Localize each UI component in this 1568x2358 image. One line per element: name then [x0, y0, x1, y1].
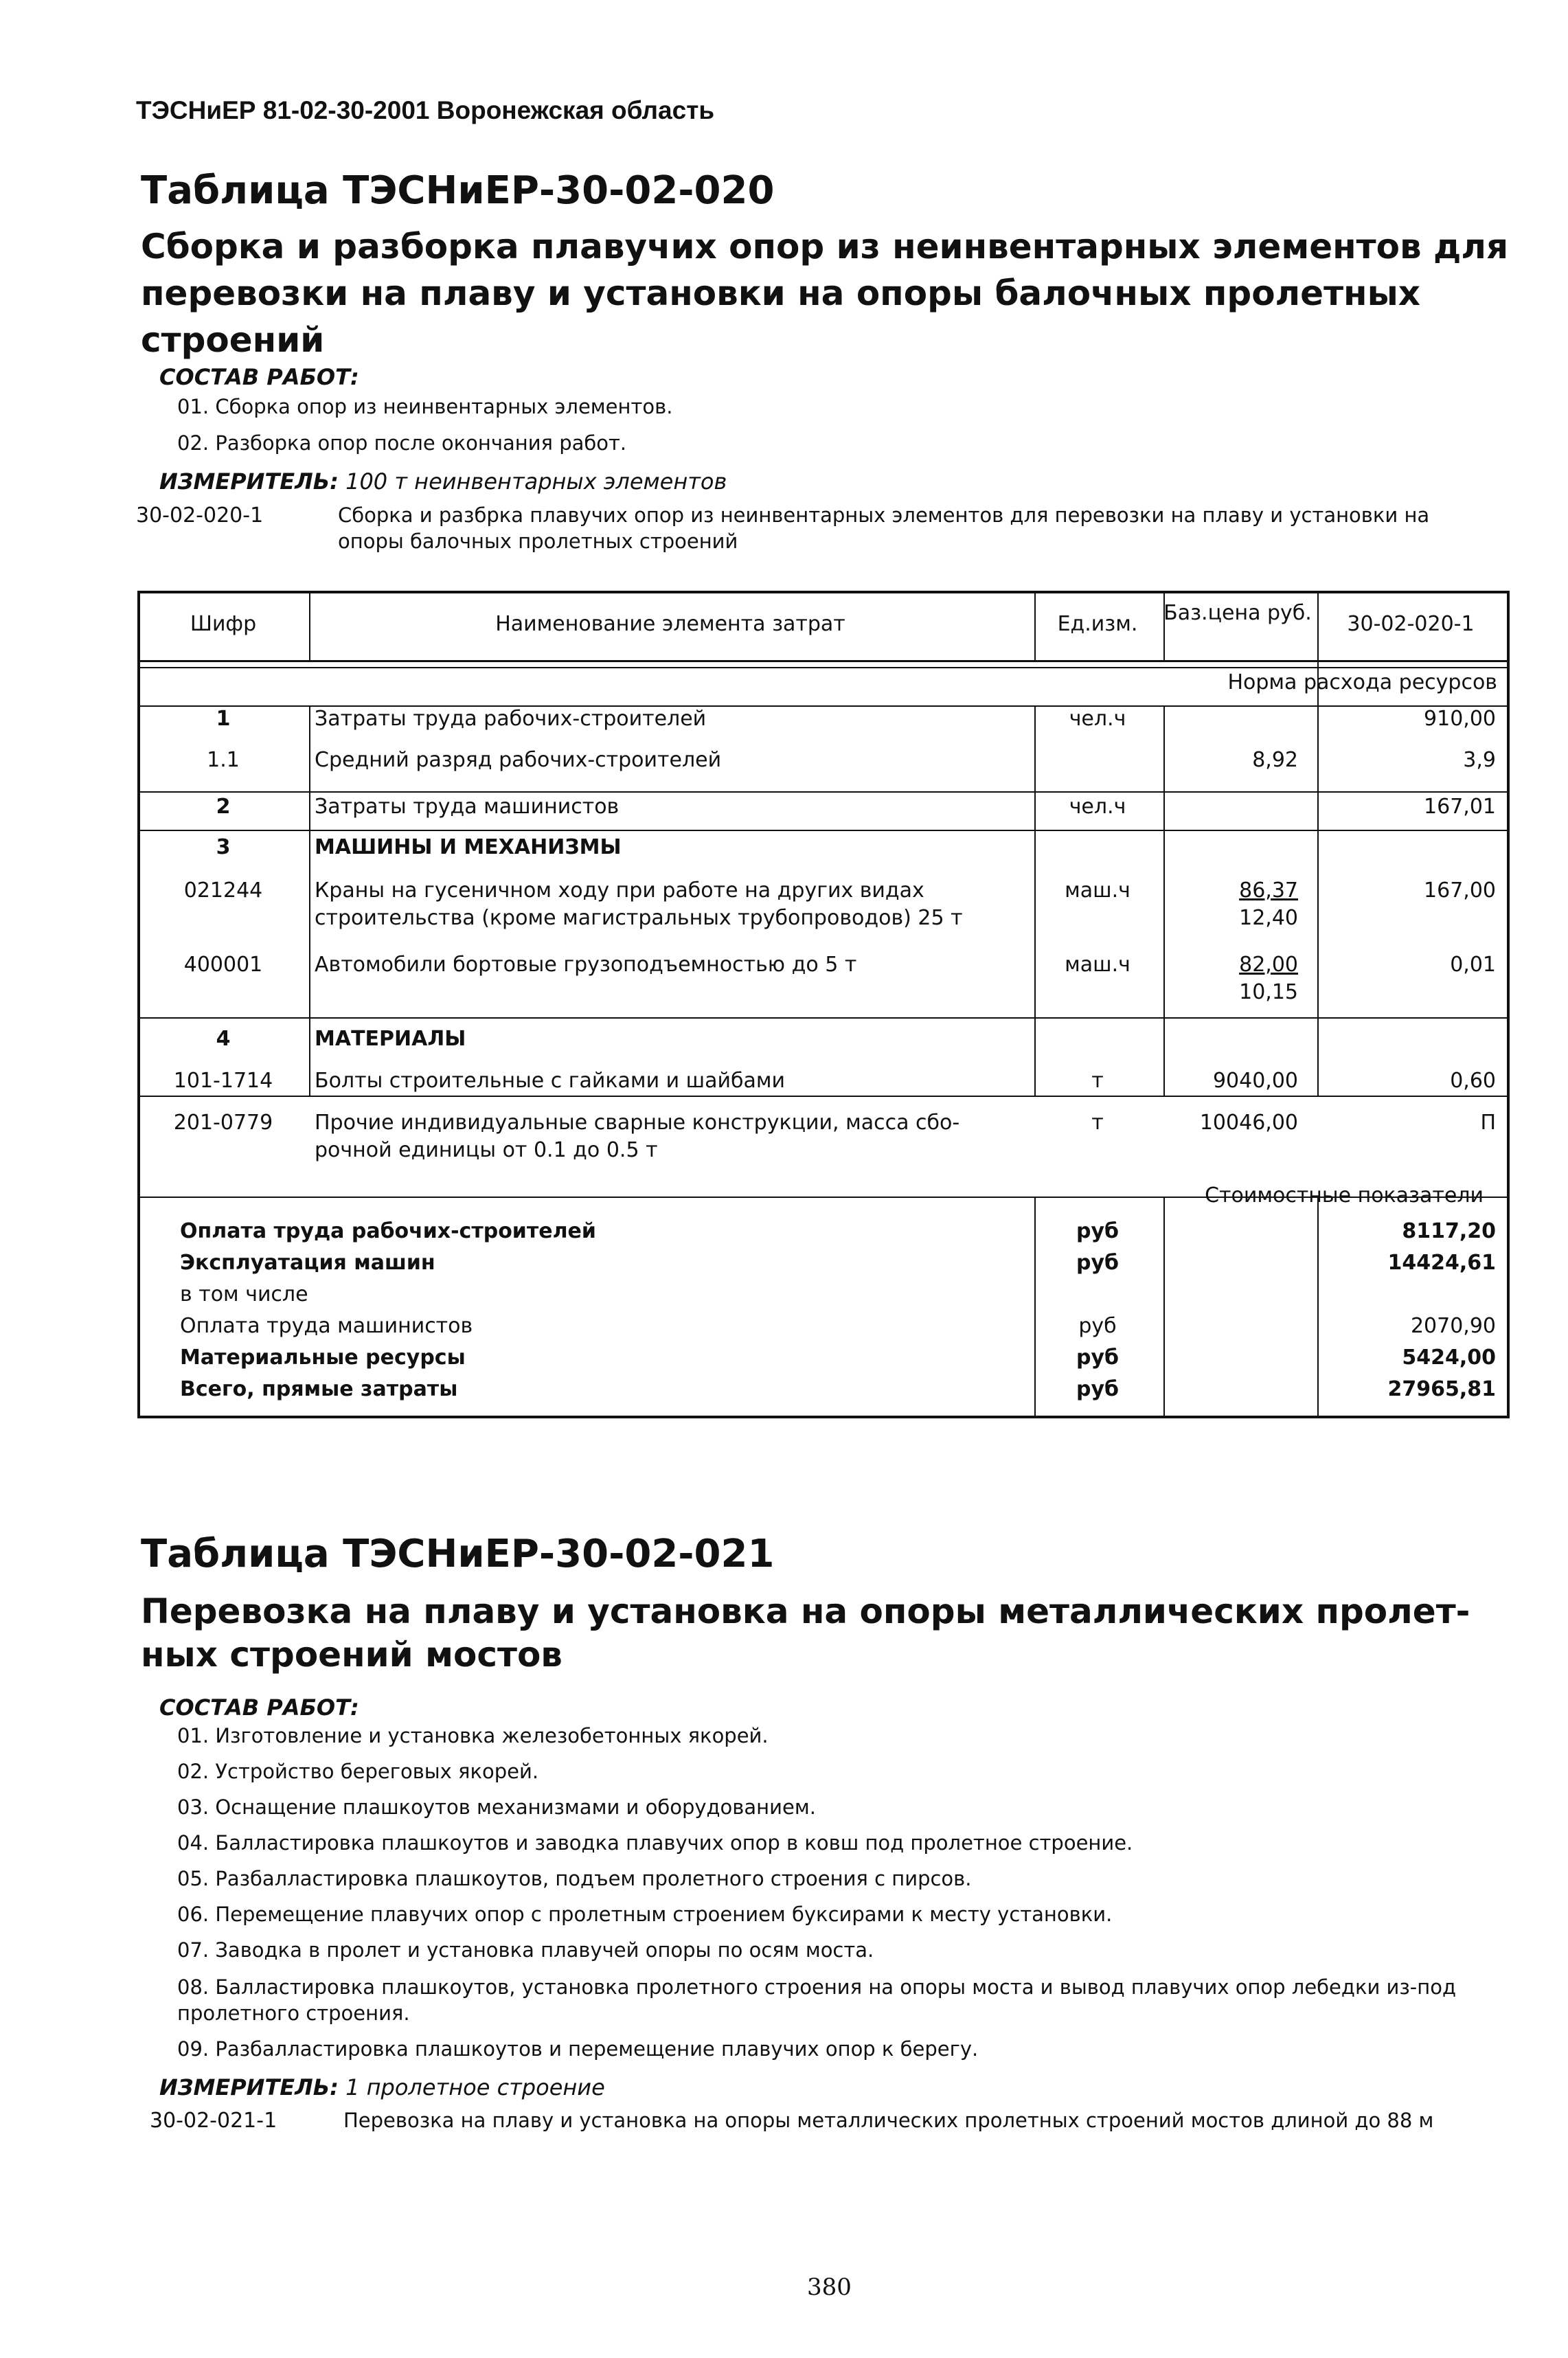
table2-work-item: 01. Изготовление и установка железобетонных якорей.	[177, 1724, 769, 1747]
table1-title: Таблица ТЭСНиЕР-30-02-020	[141, 168, 775, 213]
table1-measure-value: 100 т неинвентарных элементов	[345, 468, 727, 495]
table-row-value: 910,00	[1424, 707, 1496, 731]
table-row-unit: т	[1091, 1069, 1104, 1093]
table2-subtitle-cont: ных строений мостов	[141, 1635, 563, 1675]
table2-measure	[159, 2074, 605, 2100]
table-row-name: МАТЕРИАЛЫ	[315, 1027, 466, 1051]
cost-row-unit: руб	[1076, 1346, 1119, 1370]
table1-works-label: СОСТАВ РАБОТ:	[159, 364, 359, 390]
table2-work-item: 05. Разбалластировка плашкоутов, подъем пролетного строения с пирсов.	[177, 1867, 972, 1890]
col-header-name: Наименование элемента затрат	[495, 612, 845, 636]
table-row-value: 167,00	[1424, 878, 1496, 903]
table1-work-item: 01. Сборка опор из неинвентарных элементов.	[177, 395, 673, 418]
table-row-code: 400001	[183, 953, 263, 977]
table-row-name: Средний разряд рабочих-строителей	[315, 748, 722, 772]
table-row-unit: маш.ч	[1065, 878, 1130, 903]
norm-header: Норма расхода ресурсов	[1227, 670, 1497, 694]
table-row-code: 201-0779	[173, 1111, 273, 1135]
cost-row-value: 2070,90	[1410, 1314, 1496, 1338]
table2-work-item: 07. Заводка в пролет и установка плавучей опоры по осям моста.	[177, 1938, 874, 1962]
cost-row-unit: руб	[1078, 1314, 1117, 1338]
table2-measure-label: ИЗМЕРИТЕЛЬ:	[159, 2074, 339, 2100]
cost-row-name: Эксплуатация машин	[180, 1251, 435, 1275]
table2-work-item: 08. Балластировка плашкоутов, установка пролетного строения на опоры моста и вывод плавучих опор лебедки из-под пролетного строения.	[177, 1975, 1457, 2025]
col-header-norm: 30-02-020-1	[1347, 612, 1475, 636]
table-row-code: 3	[216, 835, 231, 859]
table1-subtitle: Сборка и разборка плавучих опор из неинвентарных элементов для перевозки на плаву и установки на опоры балочных пролетных строений	[141, 227, 1509, 360]
cost-row-unit: руб	[1076, 1219, 1119, 1243]
table-row-unit: чел.ч	[1069, 707, 1126, 731]
document-header: ТЭСНиЕР 81-02-30-2001 Воронежская область	[136, 96, 715, 124]
cost-row-name: в том числе	[180, 1282, 308, 1306]
cost-row-name: Оплата труда рабочих-строителей	[180, 1219, 596, 1243]
page-number: 380	[807, 2274, 852, 2301]
table-row-name: Прочие индивидуальные сварные конструкции, масса сбо-	[315, 1111, 960, 1135]
table2-work-item: 02. Устройство береговых якорей.	[177, 1760, 539, 1783]
col-header-unit: Ед.изм.	[1057, 612, 1138, 636]
table1-item-description: Сборка и разбрка плавучих опор из неинвентарных элементов для перевозки на плаву и установки на опоры балочных пролетных строений	[338, 503, 1430, 553]
table-row-value: 0,01	[1450, 953, 1496, 977]
table-row-name: МАШИНЫ И МЕХАНИЗМЫ	[315, 835, 622, 859]
table1-measure-label: ИЗМЕРИТЕЛЬ:	[159, 468, 339, 495]
table2-subtitle: Перевозка на плаву и установка на опоры металлических пролет-	[141, 1591, 1470, 1631]
table2-title: Таблица ТЭСНиЕР-30-02-021	[141, 1532, 775, 1576]
table-row-code: 1.1	[207, 748, 240, 772]
table-row-name-cont: строительства (кроме магистральных трубопроводов) 25 т	[315, 906, 963, 930]
cost-row-unit: руб	[1076, 1251, 1119, 1275]
table-row-unit: маш.ч	[1065, 953, 1130, 977]
table2-item-code: 30-02-021-1	[150, 2109, 277, 2133]
table-row-name: Затраты труда рабочих-строителей	[315, 707, 707, 731]
table-row-code: 101-1714	[173, 1069, 273, 1093]
table-row-price-machinist: 10,15	[1239, 980, 1298, 1004]
col-header-code: Шифр	[190, 612, 257, 636]
cost-row-unit: руб	[1076, 1377, 1119, 1401]
table1-measure	[159, 468, 727, 495]
table-row-price: 9040,00	[1212, 1069, 1298, 1093]
table-row-name: Болты строительные с гайками и шайбами	[315, 1069, 785, 1093]
table2-work-item: 06. Перемещение плавучих опор с пролетным строением буксирами к месту установки.	[177, 1903, 1113, 1926]
table-row-value: 167,01	[1424, 795, 1496, 819]
cost-header: Стоимостные показатели	[1205, 1183, 1484, 1208]
cost-row-name: Всего, прямые затраты	[180, 1377, 458, 1401]
table2-measure-value: 1 пролетное строение	[345, 2074, 605, 2100]
cost-row-name: Оплата труда машинистов	[180, 1314, 473, 1338]
cost-row-value: 27965,81	[1387, 1377, 1496, 1401]
table2-work-item: 03. Оснащение плашкоутов механизмами и оборудованием.	[177, 1795, 816, 1819]
table-row-price: 82,00	[1239, 953, 1298, 977]
cost-row-name: Материальные ресурсы	[180, 1346, 466, 1370]
table-row-value: 3,9	[1463, 748, 1496, 772]
table2-works-label: СОСТАВ РАБОТ:	[159, 1694, 359, 1721]
table-row-code: 2	[216, 795, 231, 819]
table-row-name: Краны на гусеничном ходу при работе на других видах	[315, 878, 924, 903]
cost-row-value: 8117,20	[1402, 1219, 1496, 1243]
table-row-unit: т	[1091, 1111, 1104, 1135]
cost-row-value: 14424,61	[1387, 1251, 1496, 1275]
table2-item-description: Перевозка на плаву и установка на опоры металлических пролетных строений мостов длиной до 88 м	[343, 2109, 1434, 2132]
table-row-name: Автомобили бортовые грузоподъемностью до 5 т	[315, 953, 857, 977]
table-row-value: 0,60	[1450, 1069, 1496, 1093]
col-header-price: Баз.цена руб.	[1163, 601, 1312, 625]
table-row-price: 8,92	[1252, 748, 1298, 772]
table1-work-item: 02. Разборка опор после окончания работ.	[177, 431, 627, 455]
table-row-code: 021244	[183, 878, 263, 903]
table-row-name-cont: рочной единицы от 0.1 до 0.5 т	[315, 1138, 658, 1162]
table-row-code: 1	[216, 707, 231, 731]
cost-row-value: 5424,00	[1402, 1346, 1496, 1370]
table-row-code: 4	[216, 1027, 231, 1051]
table-row-price: 10046,00	[1199, 1111, 1298, 1135]
table-row-price: 86,37	[1239, 878, 1298, 903]
table-row-unit: чел.ч	[1069, 795, 1126, 819]
table2-work-item: 04. Балластировка плашкоутов и заводка плавучих опор в ковш под пролетное строение.	[177, 1831, 1133, 1855]
table2-work-item: 09. Разбалластировка плашкоутов и перемещение плавучих опор к берегу.	[177, 2037, 979, 2061]
table-row-name: Затраты труда машинистов	[315, 795, 620, 819]
table-row-price-machinist: 12,40	[1239, 906, 1298, 930]
table-row-value: П	[1480, 1111, 1496, 1135]
table1-item-code: 30-02-020-1	[136, 503, 264, 528]
